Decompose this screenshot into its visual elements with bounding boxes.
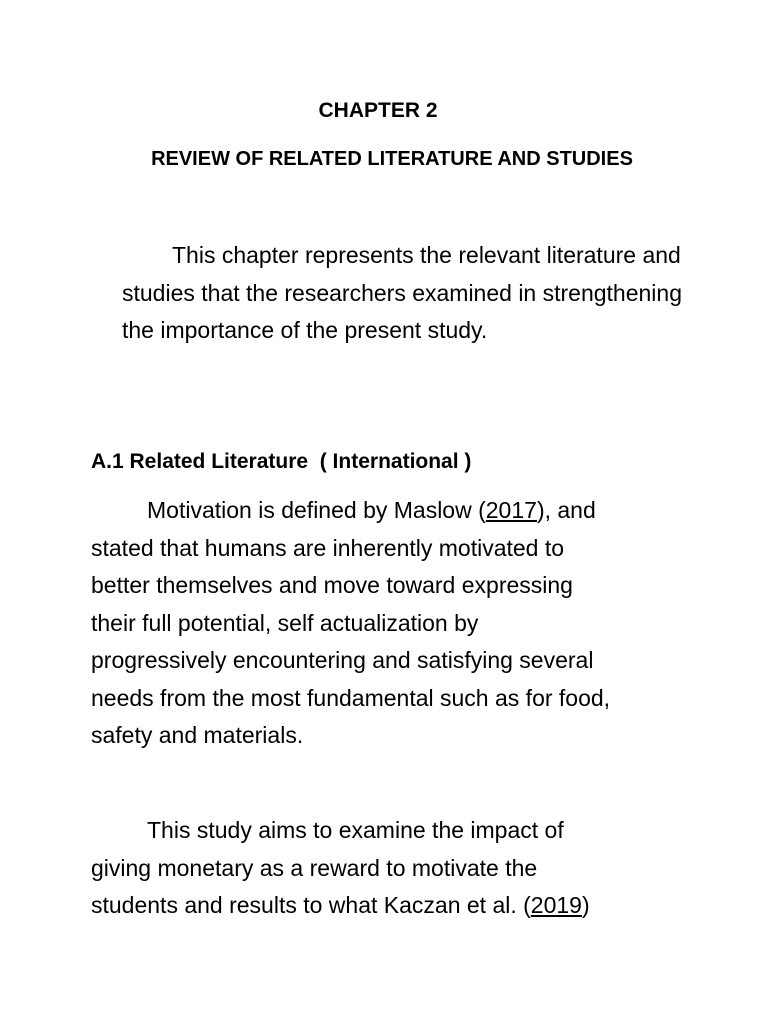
- paragraph-line: [91, 492, 691, 530]
- citation-year-link[interactable]: 2017: [485, 497, 537, 523]
- paragraph-line: their full potential, self actualization by: [91, 609, 479, 636]
- paragraph-text: Motivation is defined by Maslow (: [147, 497, 486, 523]
- paragraph-text: ), and: [536, 497, 596, 523]
- section-heading: A.1 Related Literature ( International ): [91, 450, 472, 473]
- chapter-title: REVIEW OF RELATED LITERATURE AND STUDIES: [151, 148, 633, 170]
- paragraph-text: ): [581, 892, 590, 918]
- paragraph-line: progressively encountering and satisfying several: [91, 647, 594, 673]
- citation-year-link[interactable]: 2019: [530, 892, 582, 918]
- paragraph-line: safety and materials.: [91, 722, 304, 748]
- intro-paragraph: This chapter represents the relevant literature and studies that the researchers examined in strengthening the importance of the present study.: [122, 242, 682, 343]
- paragraph-line: This study aims to examine the impact of: [147, 817, 564, 843]
- paragraph-text: students and results to what Kaczan et al. (: [91, 892, 531, 918]
- paragraph-line: stated that humans are inherently motivated to: [91, 534, 565, 561]
- paragraph-line: better themselves and move toward expressing: [91, 572, 573, 598]
- paragraph-line: giving monetary as a reward to motivate the: [91, 854, 538, 881]
- paragraph-line: needs from the most fundamental such as for food,: [91, 684, 611, 711]
- chapter-label: CHAPTER 2: [318, 99, 438, 122]
- paragraph-kaczan: [91, 812, 691, 925]
- paragraph-line: [91, 887, 691, 925]
- paragraph-maslow: [91, 492, 691, 755]
